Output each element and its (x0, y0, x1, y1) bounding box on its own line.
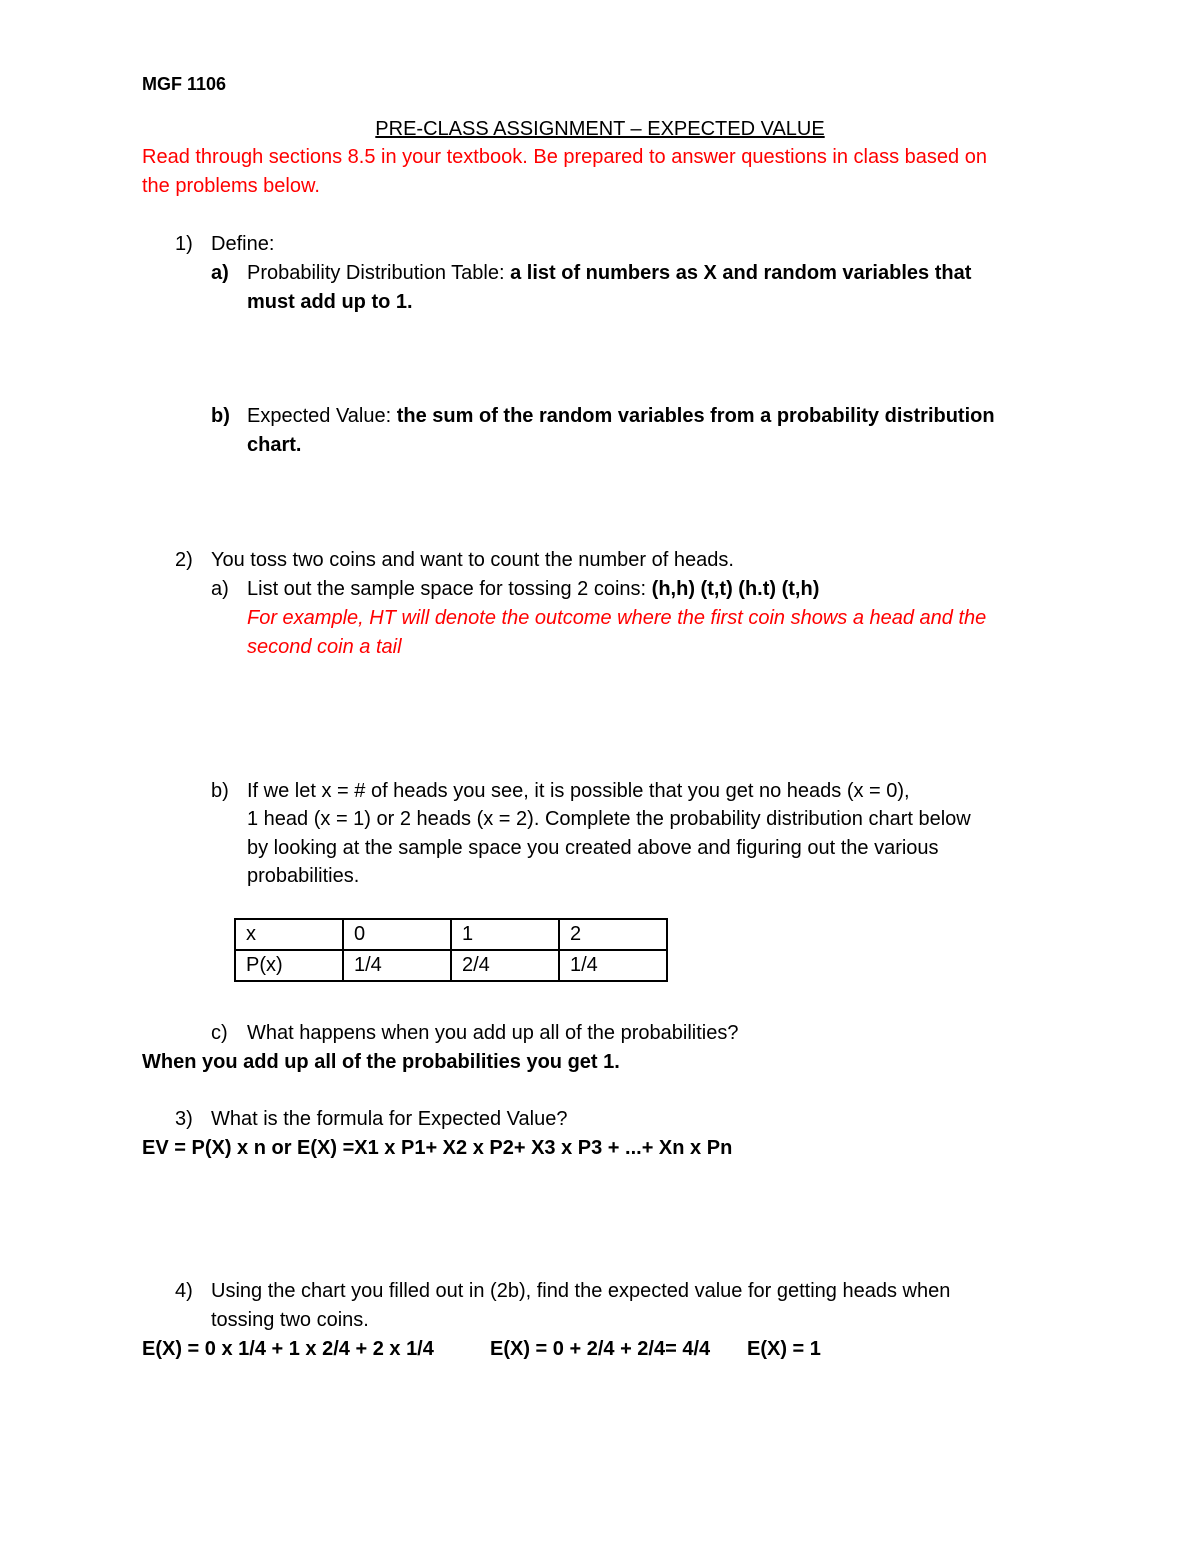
q3-answer: EV = P(X) x n or E(X) =X1 x P1+ X2 x P2+ X3 x P3 + ...+ Xn x Pn (142, 1137, 733, 1159)
q4-answer-2: E(X) = 0 + 2/4 + 2/4= 4/4 (490, 1338, 711, 1360)
q4-question-1: Using the chart you filled out in (2b), find the expected value for getting heads when (211, 1280, 951, 1302)
q3-number: 3) (175, 1108, 193, 1130)
q1b-answer-cont: chart. (247, 434, 302, 456)
q2c-letter: c) (211, 1022, 228, 1044)
table-cell: x (235, 919, 343, 950)
q1b-letter: b) (211, 405, 230, 427)
q2b-letter: b) (211, 780, 229, 802)
q2a-line (247, 575, 819, 604)
page-title: PRE-CLASS ASSIGNMENT – EXPECTED VALUE (375, 118, 825, 140)
q1a-letter: a) (211, 262, 229, 284)
q2b-line-4: probabilities. (247, 865, 360, 887)
table-cell: P(x) (235, 950, 343, 981)
q2c-answer: When you add up all of the probabilities you get 1. (142, 1051, 620, 1073)
table-cell: 1/4 (343, 950, 451, 981)
intro-line-1: Read through sections 8.5 in your textbook. Be prepared to answer questions in class based on (142, 146, 987, 168)
q4-number: 4) (175, 1280, 193, 1302)
q2c-question: What happens when you add up all of the probabilities? (247, 1022, 739, 1044)
q2-number: 2) (175, 549, 193, 571)
q2b-line-3: by looking at the sample space you created above and figuring out the various (247, 837, 939, 859)
course-code: MGF 1106 (142, 74, 227, 94)
q2b-line-2: 1 head (x = 1) or 2 heads (x = 2). Complete the probability distribution chart below (247, 808, 971, 830)
q2a-example-2: second coin a tail (247, 636, 402, 658)
intro-line-2: the problems below. (142, 175, 320, 197)
table-cell: 2 (559, 919, 667, 950)
q1-number: 1) (175, 233, 193, 255)
q2a-letter: a) (211, 578, 229, 600)
q2b-line-1: If we let x = # of heads you see, it is possible that you get no heads (x = 0), (247, 780, 910, 802)
table-cell: 1/4 (559, 950, 667, 981)
q2a-example-1: For example, HT will denote the outcome where the first coin shows a head and the (247, 607, 987, 629)
q2a-answer: (h,h) (t,t) (h.t) (t,h) (651, 578, 820, 600)
table-cell: 1 (451, 919, 559, 950)
q1b-term: Expected Value: (247, 405, 392, 427)
q4-answer-3: E(X) = 1 (747, 1338, 821, 1360)
q3-question: What is the formula for Expected Value? (211, 1108, 568, 1130)
q1a-line (247, 259, 971, 288)
q4-answer-1: E(X) = 0 x 1/4 + 1 x 2/4 + 2 x 1/4 (142, 1338, 434, 1360)
q2-text: You toss two coins and want to count the number of heads. (211, 549, 734, 571)
table-cell: 2/4 (451, 950, 559, 981)
q4-question-2: tossing two coins. (211, 1309, 369, 1331)
q2a-question: List out the sample space for tossing 2 coins: (247, 578, 647, 600)
table-row (235, 950, 667, 981)
q1a-answer: a list of numbers as X and random variables that (510, 262, 972, 284)
q1b-answer: the sum of the random variables from a probability distribution (396, 405, 995, 427)
q1a-answer-cont: must add up to 1. (247, 291, 413, 313)
q1b-line (247, 402, 995, 431)
q1-label: Define: (211, 233, 275, 255)
probability-distribution-table (234, 918, 668, 982)
table-row (235, 919, 667, 950)
table-cell: 0 (343, 919, 451, 950)
q1a-term: Probability Distribution Table: (247, 262, 505, 284)
